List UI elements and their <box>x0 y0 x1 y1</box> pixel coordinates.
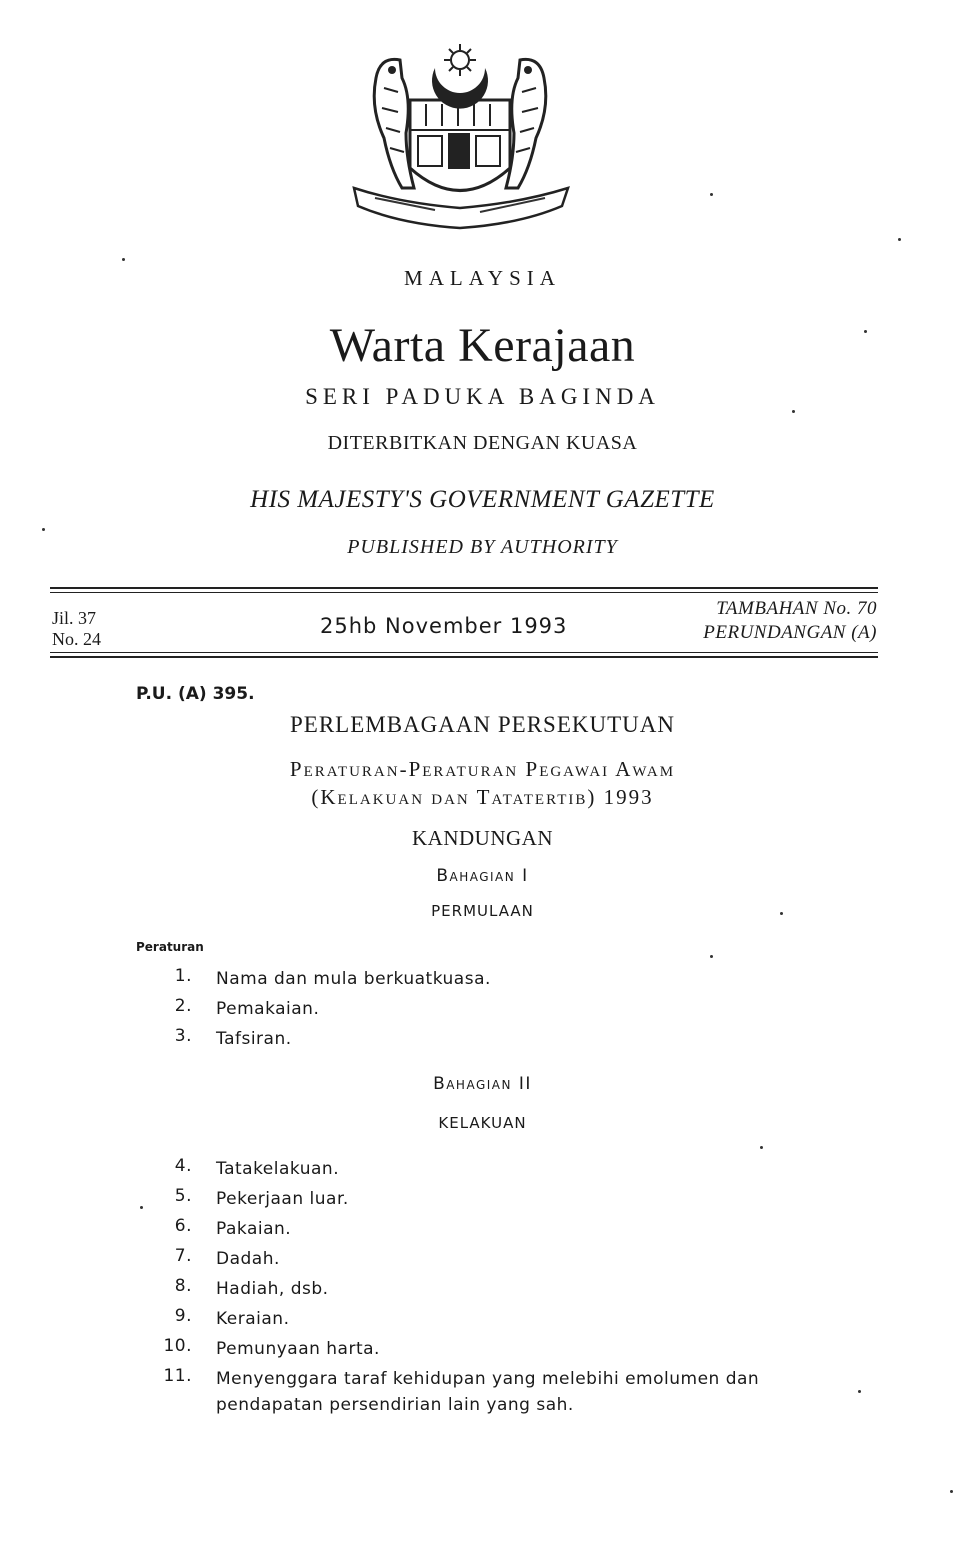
scan-speck <box>950 1490 953 1493</box>
list-item: 4. Tatakelakuan. <box>174 1156 340 1179</box>
header-rule-bottom <box>50 656 878 658</box>
pu-number: P.U. (A) 395. <box>136 684 255 704</box>
list-item: 8. Hadiah, dsb. <box>174 1276 329 1299</box>
regulation-column-label: Peraturan <box>136 940 204 954</box>
legislation-series: PERUNDANGAN (A) <box>703 622 877 643</box>
header-rule-top-thin <box>50 592 878 593</box>
list-item: 6. Pakaian. <box>174 1216 292 1239</box>
scan-speck <box>898 238 901 241</box>
regulation-title <box>0 755 965 811</box>
contents-list-part-2 <box>150 1156 850 1424</box>
list-item: 1. Nama dan mula berkuatkuasa. <box>174 966 491 989</box>
contents-list-part-1 <box>150 966 850 1056</box>
scan-speck <box>42 528 45 531</box>
scan-speck <box>864 330 867 333</box>
part-title: PERMULAAN <box>431 902 534 920</box>
scan-speck <box>710 955 713 958</box>
gazette-subtitle: SERI PADUKA BAGINDA <box>305 384 660 409</box>
list-item: 9. Keraian. <box>174 1306 290 1329</box>
regulation-title-line1: Peraturan-Peraturan Pegawai Awam <box>289 757 676 781</box>
supplement-info <box>703 597 877 645</box>
volume-number: Jil. 37 <box>52 608 97 628</box>
list-item: 5. Pekerjaan luar. <box>174 1186 349 1209</box>
header-rule-top <box>50 587 878 589</box>
gazette-title-english: HIS MAJESTY'S GOVERNMENT GAZETTE <box>250 486 715 513</box>
gazette-title: Warta Kerajaan <box>329 319 636 372</box>
scan-speck <box>122 258 125 261</box>
list-item: 10. Pemunyaan harta. <box>163 1336 380 1359</box>
document-heading: PERLEMBAGAAN PERSEKUTUAN <box>290 712 675 737</box>
part-heading: Bahagian I <box>436 866 529 886</box>
list-item: 2. Pemakaian. <box>174 996 320 1019</box>
issue-number: No. 24 <box>52 629 101 649</box>
contents-heading: KANDUNGAN <box>412 826 553 850</box>
country-name: MALAYSIA <box>404 266 561 290</box>
scan-speck <box>760 1146 763 1149</box>
regulation-title-line2: (Kelakuan dan Tatatertib) 1993 <box>311 785 654 809</box>
published-by-authority-english: PUBLISHED BY AUTHORITY <box>347 536 618 558</box>
coat-of-arms-icon <box>340 38 580 233</box>
list-item: 11. Menyenggara taraf kehidupan yang melebihi emolumen dan pendapatan persendirian lain yang sah. <box>163 1366 760 1415</box>
supplement-number: TAMBAHAN No. 70 <box>716 598 877 619</box>
scan-speck <box>858 1390 861 1393</box>
issue-date: 25hb November 1993 <box>320 614 568 638</box>
scan-speck <box>710 193 713 196</box>
scan-speck <box>792 410 795 413</box>
part-title: KELAKUAN <box>438 1114 527 1132</box>
list-item: 3. Tafsiran. <box>174 1026 292 1049</box>
volume-info <box>52 608 101 650</box>
published-by-authority-malay: DITERBITKAN DENGAN KUASA <box>327 432 638 454</box>
list-item: 7. Dadah. <box>174 1246 280 1269</box>
scan-speck <box>140 1206 143 1209</box>
header-rule-bottom-thin <box>50 652 878 653</box>
part-heading: Bahagian II <box>433 1074 532 1094</box>
scan-speck <box>780 912 783 915</box>
